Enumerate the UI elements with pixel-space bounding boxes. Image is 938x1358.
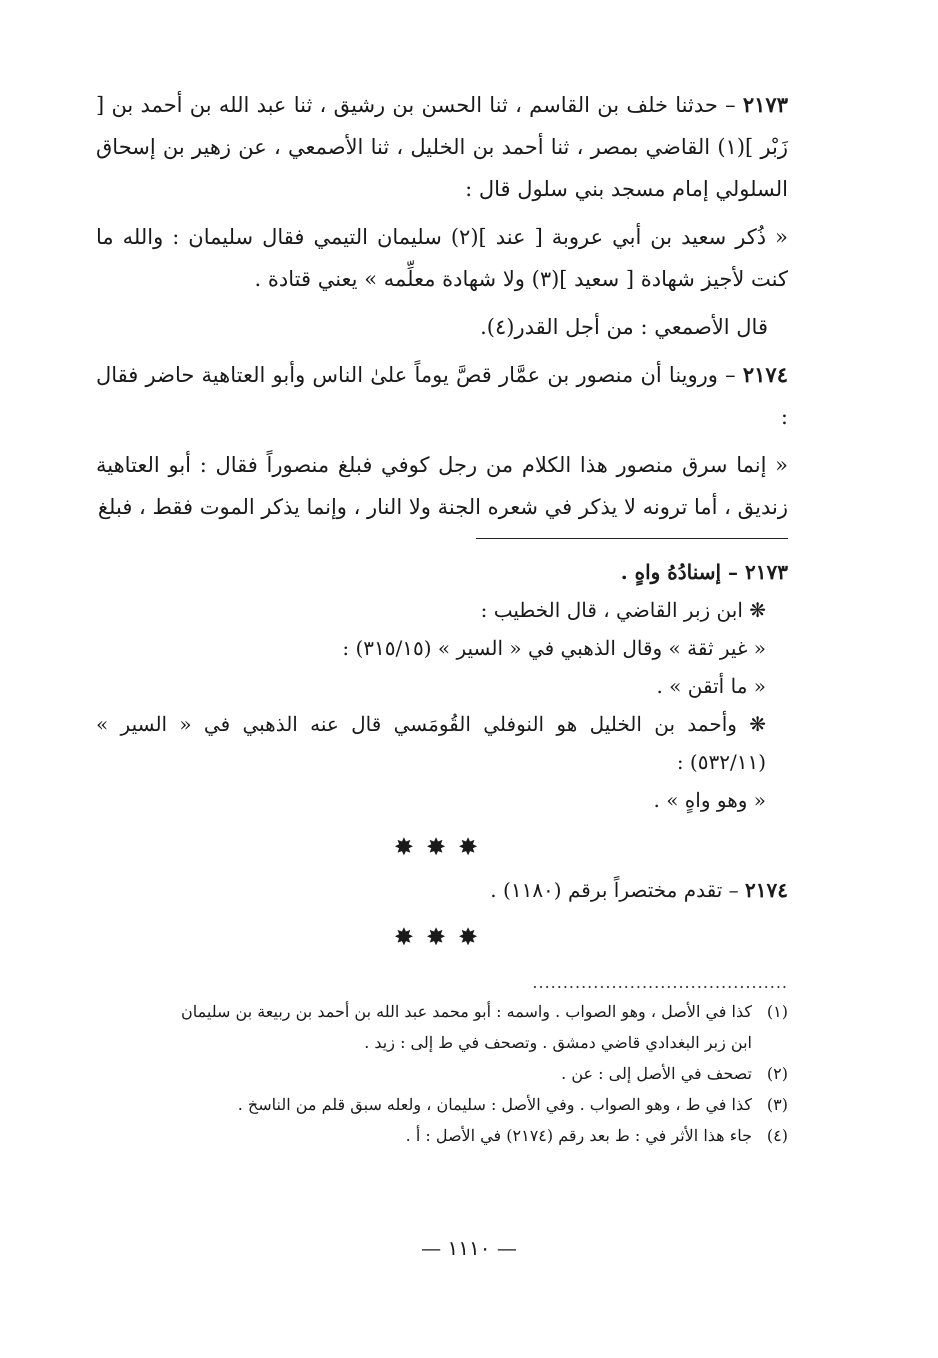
footnote-text: تصحف في الأصل إلى : عن . <box>561 1064 752 1083</box>
star-divider: ✸✸✸ <box>393 833 491 861</box>
footnote-number: (٢) <box>766 1064 788 1083</box>
footnote <box>96 996 788 1027</box>
note-number: ٢١٧٤ <box>745 878 788 902</box>
note-2174 <box>96 871 788 909</box>
hadith-2174 <box>96 354 788 438</box>
note-number: ٢١٧٣ <box>745 560 788 584</box>
note-line: « ما أتقن » . <box>656 674 766 698</box>
footnotes <box>96 996 788 1151</box>
note-line: ❋ وأحمد بن الخليل هو النوفلي القُومَسي قال عنه الذهبي في « السير » (٥٣٢/١١) : <box>96 712 766 774</box>
footnote-text: جاء هذا الأثر في : ط بعد رقم (٢١٧٤) في الأصل : أ . <box>405 1126 752 1145</box>
text-area <box>96 84 788 1151</box>
commentary <box>96 553 788 951</box>
note-heading: – إسنادُهُ واهٍ . <box>620 560 746 584</box>
separator-line <box>476 538 788 539</box>
hadith-number: ٢١٧٤ <box>742 362 788 387</box>
footnote-continuation <box>96 1027 788 1058</box>
footnote-number: (٤) <box>766 1126 788 1145</box>
hadith-2173 <box>96 84 788 210</box>
note-line: ❋ ابن زبر القاضي ، قال الخطيب : <box>480 598 766 622</box>
footnote-text: كذا في ط ، وهو الصواب . وفي الأصل : سليمان ، ولعله سبق قلم من الناسخ . <box>237 1095 752 1114</box>
page-number: — ١١١٠ — <box>421 1236 517 1260</box>
hadith-2173-remark: قال الأصمعي : من أجل القدر(٤). <box>480 315 768 339</box>
note-line: « غير ثقة » وقال الذهبي في « السير » (٣١٥/١٥) : <box>342 636 766 660</box>
hadith-2173-quote: « ذُكر سعيد بن أبي عروبة [ عند ](٢) سليمان التيمي فقال سليمان : والله ما كنت لأجيز شهادة [ سعيد ](٣) ولا شهادة معلِّمه » يعني قتادة . <box>96 225 788 291</box>
footnote <box>96 1089 788 1120</box>
footnote-text: كذا في الأصل ، وهو الصواب . واسمه : أبو محمد عبد الله بن أحمد بن ربيعة بن سليمان <box>181 1002 752 1021</box>
footnote-number: (١) <box>766 1002 788 1021</box>
hadith-text: – وروينا أن منصور بن عمَّار قصَّ يوماً علىٰ الناس وأبو العتاهية حاضر فقال : <box>96 363 788 429</box>
footnote-dotted-separator: .......................................... <box>532 973 788 992</box>
note-heading: – تقدم مختصراً برقم (١١٨٠) . <box>490 878 746 902</box>
footnote-text: ابن زبر البغدادي قاضي دمشق . وتصحف في ط إلى : زيد . <box>364 1033 752 1052</box>
footnote <box>96 1058 788 1089</box>
star-divider: ✸✸✸ <box>393 923 491 951</box>
footnote <box>96 1120 788 1151</box>
hadith-text: – حدثنا خلف بن القاسم ، ثنا الحسن بن رشيق ، ثنا عبد الله بن أحمد بن [ زَبْر ](١) القاضي بمصر ، ثنا أحمد بن الخليل ، ثنا الأصمعي ، عن زهير بن إسحاق السلولي إمام مسجد بني سلول قال : <box>96 93 788 201</box>
hadith-2174-quote: « إنما سرق منصور هذا الكلام من رجل كوفي فبلغ منصوراً فقال : أبو العتاهية زنديق ، أما ترونه لا يذكر في شعره الجنة ولا النار ، وإنما يذكر الموت فقط ، فبلغ <box>96 453 788 519</box>
hadith-number: ٢١٧٣ <box>742 92 788 117</box>
footnote-number: (٣) <box>766 1095 788 1114</box>
note-2173 <box>96 553 788 591</box>
note-line: « وهو واهٍ » . <box>653 788 766 812</box>
